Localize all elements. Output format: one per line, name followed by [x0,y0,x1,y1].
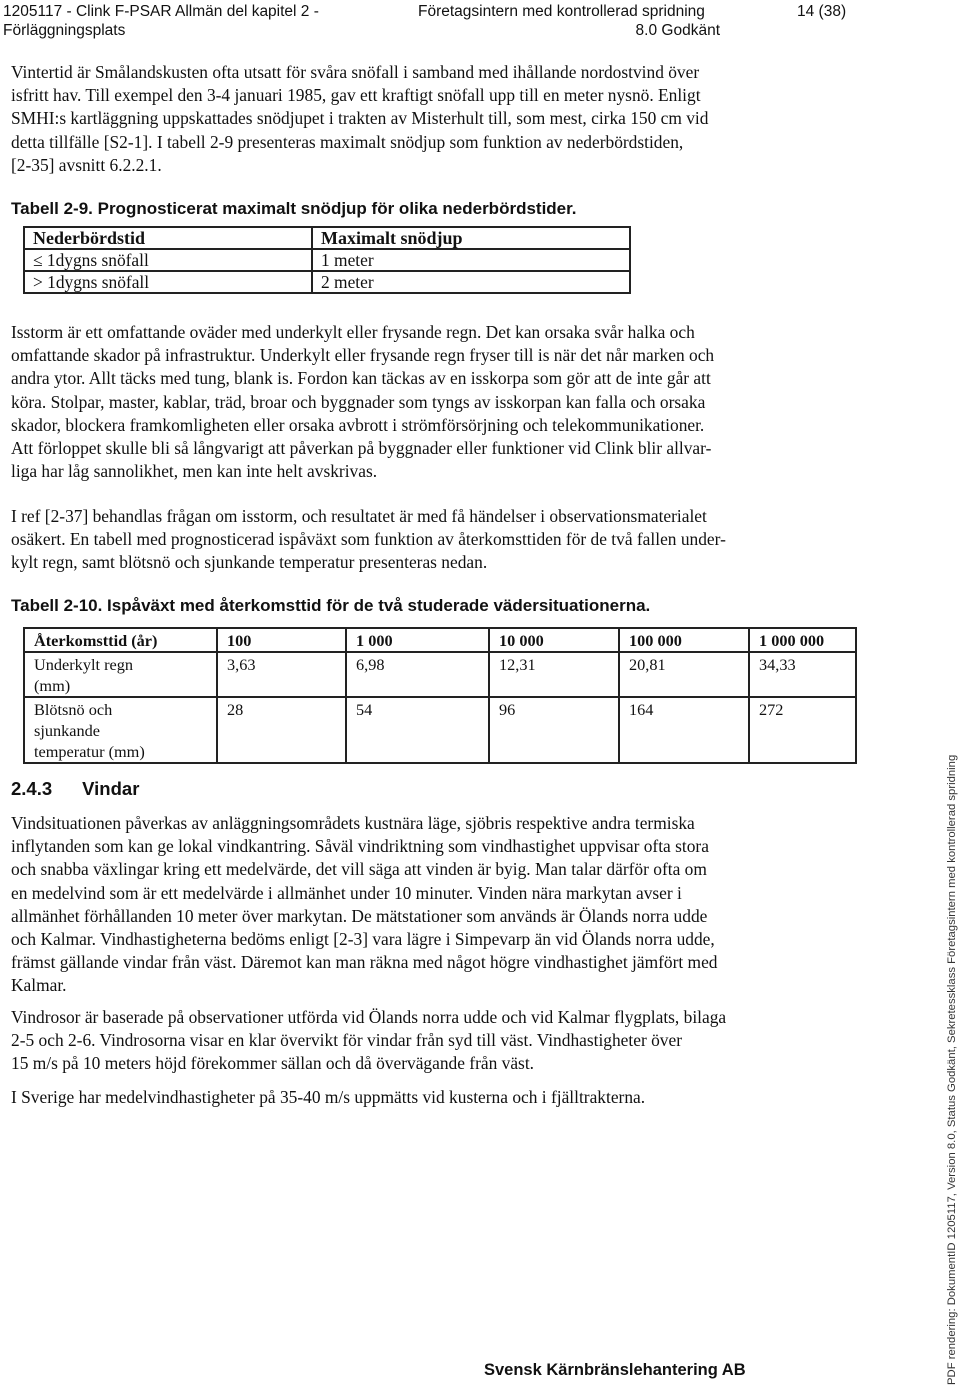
table-cell: 20,81 [619,652,749,697]
paragraph-line: främst gällande vindar från väst. Däremot kan man räkna med något högre vindhastighet jämfört med [11,952,718,973]
paragraph-sweden-wind [11,1086,843,1109]
paragraph-line: [2-35] avsnitt 6.2.2.1. [11,154,162,175]
paragraph-line: I ref [2-37] behandlas frågan om isstorm, och resultatet är med få händelser i observationsmaterialet [11,506,707,526]
paragraph-line: Att förloppet skulle bli så långvarigt att påverkan på byggnader eller funktioner vid Clink blir allvar- [11,437,712,458]
table-cell: > 1dygns snöfall [24,271,312,293]
table-cell: 28 [217,697,346,763]
table-2-10-caption: Tabell 2-10. Ispåväxt med återkomsttid för de två studerade vädersituationerna. [11,596,651,615]
paragraph-line: isfritt hav. Till exempel den 3-4 januari 1985, gav ett kraftigt snöfall upp till en meter nysnö. Enligt [11,85,701,106]
table-cell: 2 meter [312,271,630,293]
table-cell: 1 meter [312,249,630,271]
paragraph-line: köra. Stolpar, master, kablar, träd, broar och byggnader som tyngs av isskorpan kan falla och orsaka [11,391,706,412]
paragraph-line: kylt regn, samt blötsnö och sjunkande temperatur presenteras nedan. [11,552,488,573]
column-header: 100 000 [619,628,749,652]
paragraph-ice-accretion [11,505,843,575]
column-header-return-period: Återkomsttid (år) [24,628,217,652]
header-doc-id-line: 1205117 - Clink F-PSAR Allmän del kapitel 2 - [3,3,319,20]
paragraph-ice-storm [11,321,843,483]
paragraph-line: SMHI:s kartläggning uppskattades snödjupet i trakten av Misterhult till, som mest, cirka 150 cm vid [11,108,709,129]
column-header-precipitation-time: Nederbördstid [24,227,312,249]
paragraph-wind-roses [11,1006,843,1076]
table-cell: 12,31 [489,652,619,697]
column-header: 1 000 [346,628,489,652]
row-label-line: sjunkande [34,721,101,740]
table-cell: 34,33 [749,652,856,697]
header-classification-block [418,2,720,40]
column-header: 10 000 [489,628,619,652]
paragraph-line: och Kalmar. Vindhastigheterna bedöms enligt [2-3] vara lägre i Simpevarp än vid Ölands norra udde, [11,928,715,949]
section-number: 2.4.3 [11,778,53,799]
table-row [24,697,856,763]
paragraph-snow [11,61,843,177]
paragraph-line: Vindsituationen påverkas av anläggningsområdets kustnära läge, sjöbris respektive andra termiska [11,813,695,833]
paragraph-line: allmänhet förhållanden 10 meter över markytan. De mätstationer som används är Ölands norra udde [11,905,708,926]
paragraph-line: en medelvind som är ett medelvärde i allmänhet under 10 minuter. Vinden nära markytan avser i [11,882,682,903]
paragraph-line: 15 m/s på 10 meters höjd förekommer sällan och då övervägande från väst. [11,1053,535,1074]
table-cell: 272 [749,697,856,763]
paragraph-line: osäkert. En tabell med prognosticerad ispåväxt som funktion av återkomsttiden för de två fallen under- [11,529,726,550]
table-cell: 96 [489,697,619,763]
paragraph-line: Isstorm är ett omfattande oväder med underkylt eller frysande regn. Det kan orsaka svår halka och [11,322,695,342]
paragraph-line: skador, blockera framkomligheten eller orsaka avbrott i strömförsörjning och telekommunikationer. [11,414,705,435]
row-label-line: Blötsnö och [34,700,113,719]
section-title: Vindar [82,778,140,799]
table-cell: 54 [346,697,489,763]
header-version-status: 8.0 Godkänt [635,22,720,39]
table-cell: ≤ 1dygns snöfall [24,249,312,271]
footer-company: Svensk Kärnbränslehantering AB [484,1361,746,1379]
paragraph-line: och snabba växlingar kring ett medelvärde, det vill säga att vinden är byig. Man talar därför ofta om [11,859,707,880]
paragraph-line: detta tillfälle [S2-1]. I tabell 2-9 presenteras maximalt snödjup som funktion av nederbördstiden, [11,131,684,152]
table-header-row [24,628,856,652]
header-page-number: 14 (38) [797,3,847,20]
row-label-line: temperatur (mm) [34,742,145,761]
paragraph-line: Kalmar. [11,975,67,996]
row-label-line: Underkylt regn [34,655,134,674]
paragraph-line: liga har låg sannolikhet, men kan inte helt avskrivas. [11,461,378,482]
paragraph-line: Vintertid är Smålandskusten ofta utsatt för svåra snöfall i samband med ihållande nordostvind över [11,62,700,82]
table-cell: 6,98 [346,652,489,697]
column-header: 1 000 000 [749,628,856,652]
header-classification: Företagsintern med kontrollerad spridning [418,3,705,20]
header-doc-title [3,2,319,40]
side-render-note: PDF rendering: DokumentID 1205117, Version 8.0, Status Godkänt, Sekretessklass Företagsintern med kontrollerad spridning [946,754,958,1385]
paragraph-line: 2-5 och 2-6. Vindrosorna visar en klar övervikt för vindar från syd till väst. Vindhastigheter över [11,1030,682,1051]
paragraph-line: omfattande skador på infrastruktur. Underkylt eller frysande regn fryser till is när det når marken och [11,345,715,366]
column-header: 100 [217,628,346,652]
section-heading [11,778,139,800]
ice-accretion-table [23,627,857,764]
column-header-max-snow-depth: Maximalt snödjup [312,227,630,249]
paragraph-line: Vindrosor är baserade på observationer utförda vid Ölands norra udde och vid Kalmar flygplats, bilaga [11,1007,727,1027]
table-row [24,271,630,293]
table-2-9-caption: Tabell 2-9. Prognosticerat maximalt snödjup för olika nederbördstider. [11,199,577,218]
row-label [24,697,217,763]
table-header-row [24,227,630,249]
row-label [24,652,217,697]
paragraph-line: andra ytor. Allt täcks med tung, blank is. Fordon kan täckas av en isskorpa som gör att de inte går att [11,368,711,389]
paragraph-wind-situation [11,812,843,998]
snow-depth-table [23,226,631,294]
table-row [24,652,856,697]
table-cell: 3,63 [217,652,346,697]
table-cell: 164 [619,697,749,763]
paragraph-line: I Sverige har medelvindhastigheter på 35-40 m/s uppmätts vid kusterna och i fjälltrakterna. [11,1087,646,1107]
header-doc-title-line2: Förläggningsplats [3,22,126,39]
paragraph-line: inflytanden som kan ge lokal vindkantring. Såväl vindriktning som vindhastighet uppvisar ofta stora [11,836,709,857]
table-row [24,249,630,271]
row-label-line: (mm) [34,676,71,695]
